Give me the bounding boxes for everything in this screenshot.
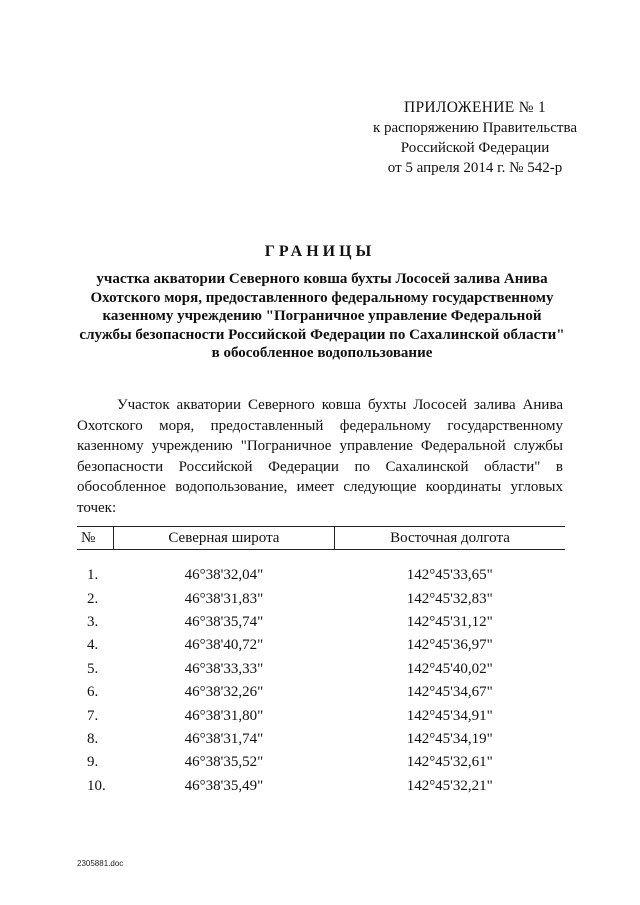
row-latitude: 46°38'35,49" bbox=[184, 777, 264, 794]
row-number: 2. bbox=[87, 590, 99, 607]
row-latitude: 46°38'35,52" bbox=[184, 754, 264, 771]
table-row bbox=[77, 751, 565, 774]
row-longitude: 142°45'34,67" bbox=[406, 684, 493, 701]
appendix-block bbox=[330, 98, 620, 178]
row-longitude: 142°45'32,83" bbox=[406, 590, 493, 607]
table-row bbox=[77, 728, 565, 751]
table-row bbox=[77, 564, 565, 587]
header-latitude: Северная широта bbox=[113, 527, 334, 550]
appendix-line-federation: Российской Федерации bbox=[400, 140, 550, 156]
document-title: ГРАНИЦЫ bbox=[264, 243, 376, 260]
row-latitude: 46°38'33,33" bbox=[184, 660, 264, 677]
row-number: 6. bbox=[87, 684, 99, 701]
document-subtitle: участка акватории Северного ковша бухты Лососей залива Анива Охотского моря, предоставленного федеральному государственному казенному учреждению "Пограничное управление Федеральной службы безопасности Российской Федерации по Сахалинской области" в обособленное водопользование bbox=[79, 271, 565, 361]
row-number: 9. bbox=[87, 754, 99, 771]
row-number: 7. bbox=[87, 707, 99, 724]
row-number: 1. bbox=[87, 567, 99, 584]
row-latitude: 46°38'35,74" bbox=[184, 613, 264, 630]
row-number: 5. bbox=[87, 660, 99, 677]
row-longitude: 142°45'32,61" bbox=[406, 754, 493, 771]
row-longitude: 142°45'40,02" bbox=[406, 660, 493, 677]
row-latitude: 46°38'31,83" bbox=[184, 590, 264, 607]
row-latitude: 46°38'31,80" bbox=[184, 707, 264, 724]
row-longitude: 142°45'34,19" bbox=[406, 730, 493, 747]
row-latitude: 46°38'32,04" bbox=[184, 567, 264, 584]
row-latitude: 46°38'31,74" bbox=[184, 730, 264, 747]
row-number: 4. bbox=[87, 637, 99, 654]
table-row bbox=[77, 634, 565, 657]
row-longitude: 142°45'31,12" bbox=[406, 613, 493, 630]
row-latitude: 46°38'32,26" bbox=[184, 684, 264, 701]
row-longitude: 142°45'33,65" bbox=[406, 567, 493, 584]
row-number: 3. bbox=[87, 613, 99, 630]
coordinates-table bbox=[77, 526, 565, 798]
intro-paragraph: Участок акватории Северного ковша бухты Лососей залива Анива Охотского моря, предоставленный федеральному государственному казенному учреждению "Пограничное управление Федеральной службы безопасности Российской Федерации по Сахалинской области" в обособленное водопользование, имеет следующие координаты угловых точек: bbox=[77, 397, 563, 516]
table-row bbox=[77, 658, 565, 681]
table-row bbox=[77, 681, 565, 704]
table-row bbox=[77, 611, 565, 634]
row-number: 8. bbox=[87, 730, 99, 747]
table-header-row bbox=[77, 527, 565, 550]
appendix-line-decree: к распоряжению Правительства bbox=[372, 120, 577, 136]
header-number: № bbox=[77, 527, 113, 550]
table-row bbox=[77, 775, 565, 798]
table-spacer-row bbox=[77, 550, 565, 565]
appendix-heading: ПРИЛОЖЕНИЕ № 1 bbox=[403, 99, 547, 116]
table-row bbox=[77, 587, 565, 610]
row-longitude: 142°45'32,21" bbox=[406, 777, 493, 794]
file-name-footer: 2305881.doc bbox=[77, 859, 124, 868]
table-row bbox=[77, 704, 565, 727]
header-longitude: Восточная долгота bbox=[334, 527, 565, 550]
row-longitude: 142°45'36,97" bbox=[406, 637, 493, 654]
row-longitude: 142°45'34,91" bbox=[406, 707, 493, 724]
row-number: 10. bbox=[87, 777, 106, 794]
row-latitude: 46°38'40,72" bbox=[184, 637, 264, 654]
appendix-line-date: от 5 апреля 2014 г. № 542-р bbox=[387, 160, 563, 176]
